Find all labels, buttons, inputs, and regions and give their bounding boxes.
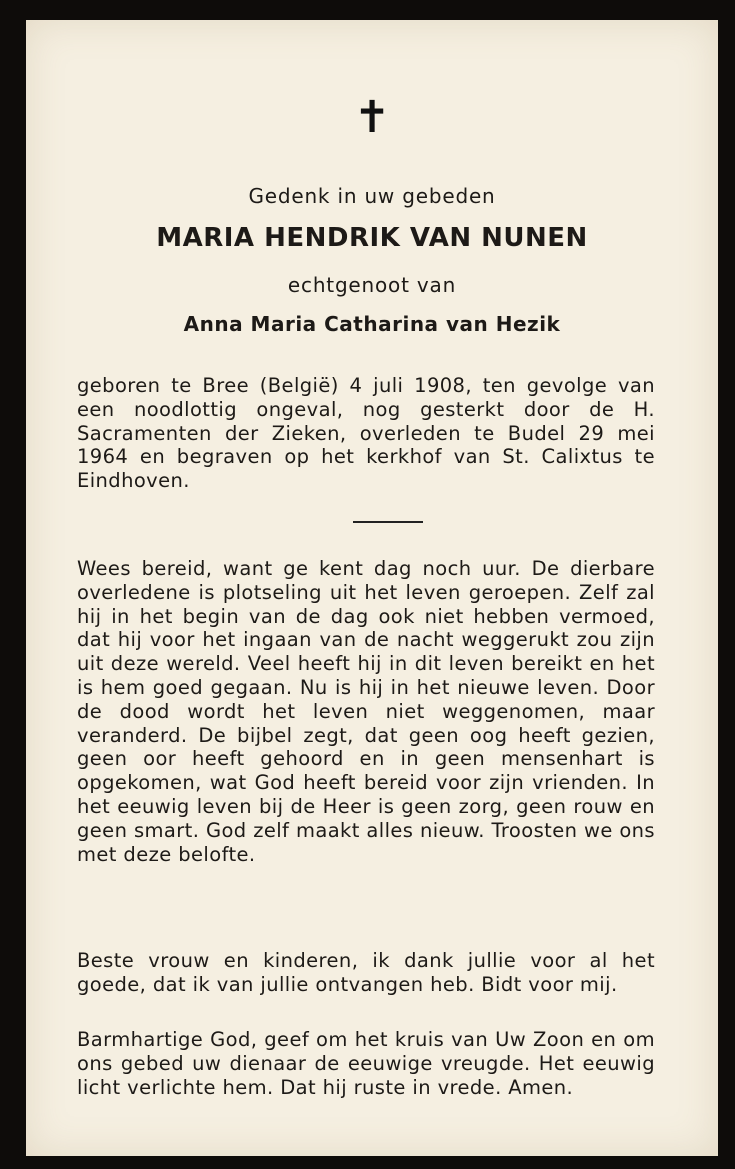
farewell-paragraph: Beste vrouw en kinderen, ik dank jullie voor al het goede, dat ik van jullie ontvangen heb. Bidt voor mij. — [77, 949, 655, 996]
memorial-card — [26, 20, 718, 1156]
divider — [353, 521, 423, 523]
prayer-paragraph: Barmhartige God, geef om het kruis van Uw Zoon en om ons gebed uw dienaar de eeuwige vreugde. Het eeuwig licht verlichte hem. Dat hij ruste in vrede. Amen. — [77, 1028, 655, 1099]
reflection-paragraph: Wees bereid, want ge kent dag noch uur. De dierbare overledene is plotseling uit het leven geroepen. Zelf zal hij in het begin van de dag ook niet hebben vermoed, dat hij voor het ingaan van de nacht weggerukt zou zijn uit deze wereld. Veel heeft hij in dit leven bereikt en het is hem goed gegaan. Nu is hij in het nieuwe leven. Door de dood wordt het leven niet weggenomen, maar veranderd. De bijbel zegt, dat geen oog heeft gezien, geen oor heeft gehoord en in geen mensenhart is opgekomen, wat God heeft bereid voor zijn vrienden. In het eeuwig leven bij de Heer is geen zorg, geen rouw en geen smart. God zelf maakt alles nieuw. Troosten we ons met deze belofte. — [77, 557, 655, 866]
spouse-label: echtgenoot van — [287, 273, 457, 297]
spouse-name: Anna Maria Catharina van Hezik — [183, 312, 561, 336]
deceased-name: MARIA HENDRIK VAN NUNEN — [156, 223, 588, 253]
cross-icon: ✝ — [353, 92, 391, 143]
remember-heading: Gedenk in uw gebeden — [248, 184, 496, 208]
biography-text: geboren te Bree (België) 4 juli 1908, ten gevolge van een noodlottig ongeval, nog gesterkt door de H. Sacramenten der Zieken, overleden te Budel 29 mei 1964 en begraven op het kerkhof van St. Calixtus te Eindhoven. — [77, 374, 655, 493]
